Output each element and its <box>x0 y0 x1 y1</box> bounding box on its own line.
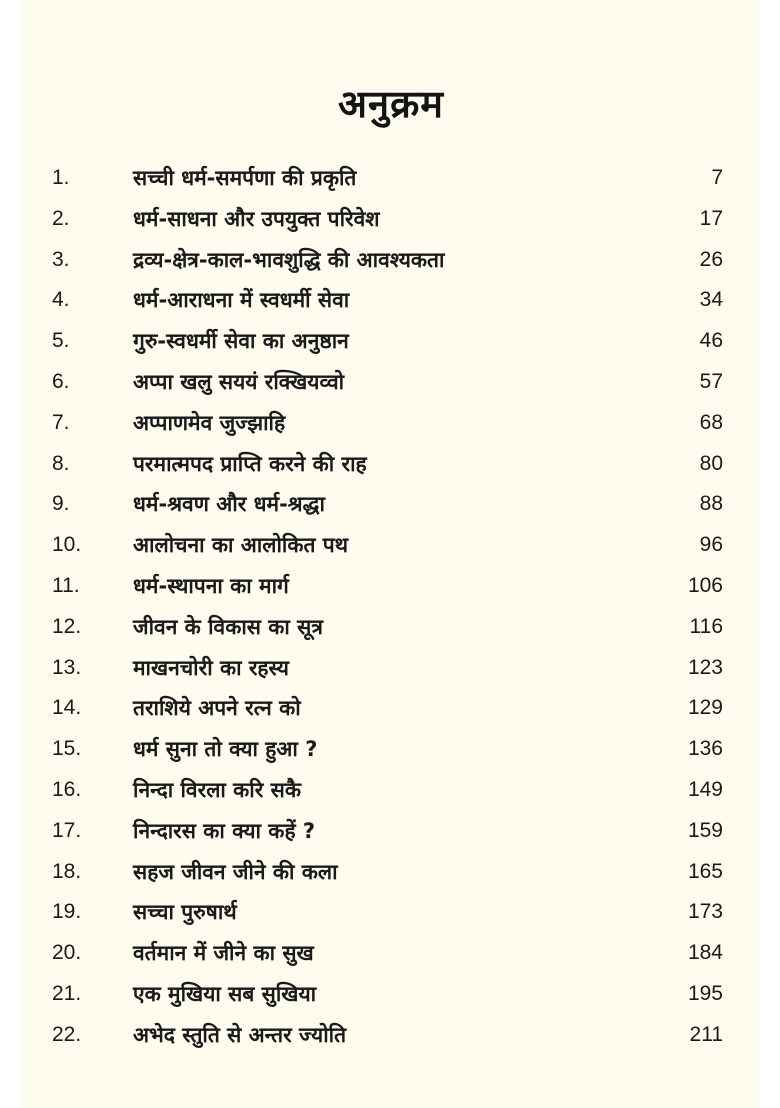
chapter-number: 13. <box>52 655 82 679</box>
toc-entry <box>22 321 760 362</box>
toc-entry <box>22 484 760 525</box>
chapter-title: सहज जीवन जीने की कला <box>133 859 338 884</box>
toc-entry <box>22 240 760 281</box>
chapter-title: अप्पाणमेव जुज्झाहि <box>133 410 286 435</box>
toc-entry <box>22 199 760 240</box>
chapter-title: सच्चा पुरुषार्थ <box>133 900 237 925</box>
chapter-title: परमात्मपद प्राप्ति करने की राह <box>133 451 367 476</box>
chapter-title: आलोचना का आलोकित पथ <box>133 533 349 558</box>
page-number: 57 <box>699 369 723 393</box>
chapter-title: निन्दा विरला करि सकै <box>133 777 301 802</box>
chapter-number: 9. <box>52 492 70 516</box>
chapter-number: 2. <box>52 206 70 230</box>
chapter-title: धर्म-साधना और उपयुक्त परिवेश <box>133 206 380 231</box>
chapter-title: द्रव्य-क्षेत्र-काल-भावशुद्धि की आवश्यकता <box>133 247 445 272</box>
chapter-number: 20. <box>52 941 82 965</box>
chapter-number: 22. <box>52 1022 82 1046</box>
chapter-number: 4. <box>52 288 70 312</box>
toc-entry <box>22 158 760 199</box>
chapter-title: तराशिये अपने रत्न को <box>133 696 301 721</box>
page-number: 17 <box>699 206 723 230</box>
table-of-contents <box>22 158 760 1056</box>
chapter-number: 12. <box>52 614 82 638</box>
chapter-title: माखनचोरी का रहस्य <box>133 655 289 680</box>
chapter-title: निन्दारस का क्या कहें ? <box>133 818 316 843</box>
book-page <box>22 0 760 1108</box>
chapter-number: 16. <box>52 777 82 801</box>
toc-entry <box>22 444 760 485</box>
page-number: 96 <box>699 533 723 557</box>
toc-entry <box>22 566 760 607</box>
chapter-title: सच्ची धर्म-समर्पणा की प्रकृति <box>133 166 357 190</box>
chapter-title: धर्म-श्रवण और धर्म-श्रद्धा <box>133 492 325 517</box>
toc-entry <box>22 1015 760 1056</box>
page-number: 136 <box>687 737 723 761</box>
page-number: 123 <box>687 655 723 679</box>
chapter-number: 3. <box>52 247 70 271</box>
toc-entry <box>22 280 760 321</box>
chapter-title: धर्म-स्थापना का मार्ग <box>133 573 289 598</box>
page-number: 165 <box>687 859 723 883</box>
page-number: 88 <box>699 492 723 516</box>
chapter-title: एक मुखिया सब सुखिया <box>133 981 317 1006</box>
chapter-number: 7. <box>52 410 70 434</box>
chapter-title: अभेद स्तुति से अन्तर ज्योति <box>133 1022 347 1047</box>
page-number: 106 <box>687 573 723 597</box>
chapter-number: 19. <box>52 900 82 924</box>
toc-entry <box>22 811 760 852</box>
chapter-number: 8. <box>52 451 70 475</box>
toc-entry <box>22 852 760 893</box>
toc-entry <box>22 770 760 811</box>
chapter-number: 1. <box>52 166 70 189</box>
toc-entry <box>22 648 760 689</box>
toc-entry <box>22 525 760 566</box>
chapter-number: 17. <box>52 818 82 842</box>
page-number: 46 <box>699 329 723 353</box>
chapter-number: 10. <box>52 533 82 557</box>
page-number: 68 <box>699 410 723 434</box>
toc-entry <box>22 607 760 648</box>
page-number: 159 <box>687 818 723 842</box>
page-number: 129 <box>687 696 723 720</box>
page-number: 34 <box>699 288 723 312</box>
chapter-title: जीवन के विकास का सूत्र <box>133 614 323 639</box>
toc-entry <box>22 974 760 1015</box>
chapter-number: 14. <box>52 696 82 720</box>
page-title: अनुक्रम <box>337 82 445 127</box>
toc-entry <box>22 362 760 403</box>
toc-entry <box>22 688 760 729</box>
page-number: 116 <box>689 614 723 638</box>
chapter-title: गुरु-स्वधर्मी सेवा का अनुष्ठान <box>133 329 349 354</box>
chapter-number: 18. <box>52 859 82 883</box>
chapter-number: 11. <box>52 573 80 597</box>
toc-entry <box>22 933 760 974</box>
page-number: 80 <box>699 451 723 475</box>
chapter-number: 15. <box>52 737 82 761</box>
page-number: 173 <box>687 900 723 924</box>
page-number: 149 <box>687 777 723 801</box>
toc-entry <box>22 729 760 770</box>
chapter-title: धर्म-आराधना में स्वधर्मी सेवा <box>133 288 350 313</box>
chapter-number: 21. <box>52 981 82 1005</box>
toc-entry <box>22 892 760 933</box>
page-number: 211 <box>689 1022 723 1046</box>
toc-entry <box>22 403 760 444</box>
chapter-number: 5. <box>52 329 70 353</box>
chapter-title: धर्म सुना तो क्या हुआ ? <box>133 737 318 762</box>
chapter-number: 6. <box>52 369 70 393</box>
chapter-title: वर्तमान में जीने का सुख <box>133 941 314 966</box>
page-number: 26 <box>699 247 723 271</box>
page-number: 7 <box>711 166 723 189</box>
page-number: 195 <box>687 981 723 1005</box>
chapter-title: अप्पा खलु सययं रक्खियव्वो <box>133 369 345 394</box>
page-number: 184 <box>687 941 723 965</box>
